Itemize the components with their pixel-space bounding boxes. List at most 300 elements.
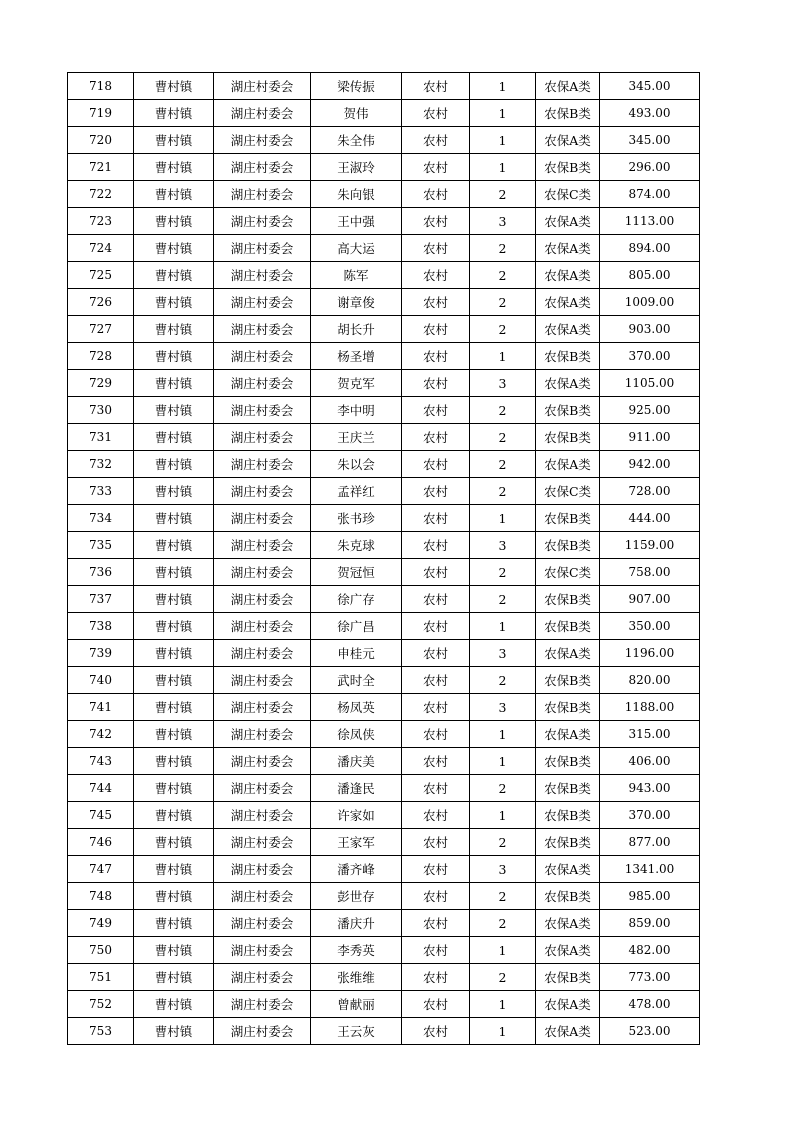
- area-type-cell: 农村: [402, 505, 470, 532]
- area-type-cell: 农村: [402, 316, 470, 343]
- village-committee-cell: 湖庄村委会: [214, 154, 311, 181]
- household-count-cell: 2: [470, 559, 536, 586]
- household-count-cell: 2: [470, 262, 536, 289]
- table-row: [68, 802, 700, 829]
- village-committee-cell: 湖庄村委会: [214, 829, 311, 856]
- amount-cell: 907.00: [600, 586, 700, 613]
- row-number-cell: 719: [68, 100, 134, 127]
- village-committee-cell: 湖庄村委会: [214, 748, 311, 775]
- town-cell: 曹村镇: [134, 586, 214, 613]
- town-cell: 曹村镇: [134, 829, 214, 856]
- household-count-cell: 1: [470, 748, 536, 775]
- household-count-cell: 2: [470, 289, 536, 316]
- village-committee-cell: 湖庄村委会: [214, 991, 311, 1018]
- town-cell: 曹村镇: [134, 856, 214, 883]
- name-cell: 孟祥红: [311, 478, 402, 505]
- town-cell: 曹村镇: [134, 397, 214, 424]
- row-number-cell: 747: [68, 856, 134, 883]
- category-cell: 农保B类: [536, 100, 600, 127]
- household-count-cell: 2: [470, 964, 536, 991]
- household-count-cell: 1: [470, 1018, 536, 1045]
- amount-cell: 894.00: [600, 235, 700, 262]
- village-committee-cell: 湖庄村委会: [214, 910, 311, 937]
- amount-cell: 942.00: [600, 451, 700, 478]
- amount-cell: 758.00: [600, 559, 700, 586]
- area-type-cell: 农村: [402, 262, 470, 289]
- area-type-cell: 农村: [402, 775, 470, 802]
- table-row: [68, 73, 700, 100]
- category-cell: 农保A类: [536, 910, 600, 937]
- village-committee-cell: 湖庄村委会: [214, 1018, 311, 1045]
- name-cell: 王淑玲: [311, 154, 402, 181]
- table-row: [68, 991, 700, 1018]
- town-cell: 曹村镇: [134, 73, 214, 100]
- name-cell: 张书珍: [311, 505, 402, 532]
- village-committee-cell: 湖庄村委会: [214, 505, 311, 532]
- village-committee-cell: 湖庄村委会: [214, 856, 311, 883]
- area-type-cell: 农村: [402, 208, 470, 235]
- town-cell: 曹村镇: [134, 505, 214, 532]
- household-count-cell: 2: [470, 316, 536, 343]
- amount-cell: 1105.00: [600, 370, 700, 397]
- amount-cell: 859.00: [600, 910, 700, 937]
- area-type-cell: 农村: [402, 370, 470, 397]
- name-cell: 王云灰: [311, 1018, 402, 1045]
- name-cell: 朱全伟: [311, 127, 402, 154]
- row-number-cell: 744: [68, 775, 134, 802]
- village-committee-cell: 湖庄村委会: [214, 559, 311, 586]
- area-type-cell: 农村: [402, 964, 470, 991]
- row-number-cell: 723: [68, 208, 134, 235]
- village-committee-cell: 湖庄村委会: [214, 937, 311, 964]
- town-cell: 曹村镇: [134, 370, 214, 397]
- name-cell: 高大运: [311, 235, 402, 262]
- town-cell: 曹村镇: [134, 667, 214, 694]
- category-cell: 农保A类: [536, 991, 600, 1018]
- area-type-cell: 农村: [402, 397, 470, 424]
- amount-cell: 370.00: [600, 802, 700, 829]
- table-row: [68, 235, 700, 262]
- category-cell: 农保A类: [536, 937, 600, 964]
- area-type-cell: 农村: [402, 154, 470, 181]
- amount-cell: 482.00: [600, 937, 700, 964]
- name-cell: 徐凤侠: [311, 721, 402, 748]
- area-type-cell: 农村: [402, 883, 470, 910]
- row-number-cell: 722: [68, 181, 134, 208]
- category-cell: 农保B类: [536, 964, 600, 991]
- area-type-cell: 农村: [402, 991, 470, 1018]
- row-number-cell: 751: [68, 964, 134, 991]
- table-row: [68, 829, 700, 856]
- village-committee-cell: 湖庄村委会: [214, 694, 311, 721]
- amount-cell: 406.00: [600, 748, 700, 775]
- name-cell: 王庆兰: [311, 424, 402, 451]
- category-cell: 农保B类: [536, 532, 600, 559]
- row-number-cell: 727: [68, 316, 134, 343]
- name-cell: 杨凤英: [311, 694, 402, 721]
- row-number-cell: 732: [68, 451, 134, 478]
- amount-cell: 911.00: [600, 424, 700, 451]
- row-number-cell: 745: [68, 802, 134, 829]
- area-type-cell: 农村: [402, 1018, 470, 1045]
- village-committee-cell: 湖庄村委会: [214, 775, 311, 802]
- category-cell: 农保A类: [536, 370, 600, 397]
- area-type-cell: 农村: [402, 910, 470, 937]
- area-type-cell: 农村: [402, 748, 470, 775]
- household-count-cell: 1: [470, 343, 536, 370]
- category-cell: 农保C类: [536, 478, 600, 505]
- town-cell: 曹村镇: [134, 613, 214, 640]
- row-number-cell: 725: [68, 262, 134, 289]
- category-cell: 农保A类: [536, 316, 600, 343]
- town-cell: 曹村镇: [134, 424, 214, 451]
- category-cell: 农保A类: [536, 640, 600, 667]
- category-cell: 农保B类: [536, 694, 600, 721]
- row-number-cell: 743: [68, 748, 134, 775]
- town-cell: 曹村镇: [134, 532, 214, 559]
- household-count-cell: 2: [470, 451, 536, 478]
- town-cell: 曹村镇: [134, 748, 214, 775]
- row-number-cell: 718: [68, 73, 134, 100]
- town-cell: 曹村镇: [134, 100, 214, 127]
- town-cell: 曹村镇: [134, 559, 214, 586]
- household-count-cell: 3: [470, 856, 536, 883]
- town-cell: 曹村镇: [134, 937, 214, 964]
- category-cell: 农保A类: [536, 289, 600, 316]
- name-cell: 彭世存: [311, 883, 402, 910]
- village-committee-cell: 湖庄村委会: [214, 640, 311, 667]
- village-committee-cell: 湖庄村委会: [214, 478, 311, 505]
- row-number-cell: 749: [68, 910, 134, 937]
- category-cell: 农保A类: [536, 721, 600, 748]
- name-cell: 潘庆升: [311, 910, 402, 937]
- table-row: [68, 289, 700, 316]
- category-cell: 农保B类: [536, 667, 600, 694]
- row-number-cell: 753: [68, 1018, 134, 1045]
- row-number-cell: 733: [68, 478, 134, 505]
- village-committee-cell: 湖庄村委会: [214, 235, 311, 262]
- amount-cell: 985.00: [600, 883, 700, 910]
- category-cell: 农保B类: [536, 613, 600, 640]
- table-row: [68, 478, 700, 505]
- name-cell: 申桂元: [311, 640, 402, 667]
- village-committee-cell: 湖庄村委会: [214, 532, 311, 559]
- village-committee-cell: 湖庄村委会: [214, 883, 311, 910]
- town-cell: 曹村镇: [134, 451, 214, 478]
- town-cell: 曹村镇: [134, 1018, 214, 1045]
- area-type-cell: 农村: [402, 100, 470, 127]
- amount-cell: 523.00: [600, 1018, 700, 1045]
- household-count-cell: 2: [470, 478, 536, 505]
- village-committee-cell: 湖庄村委会: [214, 964, 311, 991]
- area-type-cell: 农村: [402, 721, 470, 748]
- row-number-cell: 746: [68, 829, 134, 856]
- area-type-cell: 农村: [402, 937, 470, 964]
- amount-cell: 444.00: [600, 505, 700, 532]
- household-count-cell: 2: [470, 775, 536, 802]
- name-cell: 潘庆美: [311, 748, 402, 775]
- row-number-cell: 748: [68, 883, 134, 910]
- town-cell: 曹村镇: [134, 289, 214, 316]
- category-cell: 农保B类: [536, 748, 600, 775]
- category-cell: 农保B类: [536, 802, 600, 829]
- town-cell: 曹村镇: [134, 235, 214, 262]
- village-committee-cell: 湖庄村委会: [214, 262, 311, 289]
- area-type-cell: 农村: [402, 181, 470, 208]
- row-number-cell: 740: [68, 667, 134, 694]
- name-cell: 武时全: [311, 667, 402, 694]
- household-count-cell: 1: [470, 505, 536, 532]
- name-cell: 李秀英: [311, 937, 402, 964]
- table-body: [68, 73, 700, 1045]
- row-number-cell: 720: [68, 127, 134, 154]
- row-number-cell: 750: [68, 937, 134, 964]
- household-count-cell: 2: [470, 424, 536, 451]
- area-type-cell: 农村: [402, 424, 470, 451]
- village-committee-cell: 湖庄村委会: [214, 370, 311, 397]
- name-cell: 谢章俊: [311, 289, 402, 316]
- town-cell: 曹村镇: [134, 910, 214, 937]
- area-type-cell: 农村: [402, 802, 470, 829]
- category-cell: 农保A类: [536, 235, 600, 262]
- town-cell: 曹村镇: [134, 478, 214, 505]
- table-row: [68, 316, 700, 343]
- table-row: [68, 586, 700, 613]
- village-committee-cell: 湖庄村委会: [214, 613, 311, 640]
- table-row: [68, 667, 700, 694]
- name-cell: 王家军: [311, 829, 402, 856]
- household-count-cell: 1: [470, 802, 536, 829]
- table-row: [68, 343, 700, 370]
- row-number-cell: 728: [68, 343, 134, 370]
- table-row: [68, 775, 700, 802]
- amount-cell: 1159.00: [600, 532, 700, 559]
- table-row: [68, 370, 700, 397]
- household-count-cell: 3: [470, 208, 536, 235]
- category-cell: 农保A类: [536, 208, 600, 235]
- row-number-cell: 739: [68, 640, 134, 667]
- category-cell: 农保B类: [536, 397, 600, 424]
- category-cell: 农保A类: [536, 451, 600, 478]
- village-committee-cell: 湖庄村委会: [214, 721, 311, 748]
- name-cell: 徐广昌: [311, 613, 402, 640]
- town-cell: 曹村镇: [134, 964, 214, 991]
- category-cell: 农保B类: [536, 154, 600, 181]
- amount-cell: 315.00: [600, 721, 700, 748]
- village-committee-cell: 湖庄村委会: [214, 802, 311, 829]
- town-cell: 曹村镇: [134, 640, 214, 667]
- amount-cell: 478.00: [600, 991, 700, 1018]
- village-committee-cell: 湖庄村委会: [214, 586, 311, 613]
- row-number-cell: 735: [68, 532, 134, 559]
- area-type-cell: 农村: [402, 694, 470, 721]
- town-cell: 曹村镇: [134, 694, 214, 721]
- table-row: [68, 208, 700, 235]
- amount-cell: 728.00: [600, 478, 700, 505]
- name-cell: 曾献丽: [311, 991, 402, 1018]
- area-type-cell: 农村: [402, 73, 470, 100]
- area-type-cell: 农村: [402, 127, 470, 154]
- town-cell: 曹村镇: [134, 775, 214, 802]
- area-type-cell: 农村: [402, 667, 470, 694]
- name-cell: 李中明: [311, 397, 402, 424]
- name-cell: 胡长升: [311, 316, 402, 343]
- household-count-cell: 2: [470, 235, 536, 262]
- household-count-cell: 3: [470, 640, 536, 667]
- amount-cell: 874.00: [600, 181, 700, 208]
- row-number-cell: 741: [68, 694, 134, 721]
- amount-cell: 1009.00: [600, 289, 700, 316]
- row-number-cell: 729: [68, 370, 134, 397]
- town-cell: 曹村镇: [134, 208, 214, 235]
- table-row: [68, 181, 700, 208]
- category-cell: 农保B类: [536, 775, 600, 802]
- category-cell: 农保A类: [536, 127, 600, 154]
- table-row: [68, 559, 700, 586]
- amount-cell: 345.00: [600, 73, 700, 100]
- town-cell: 曹村镇: [134, 883, 214, 910]
- town-cell: 曹村镇: [134, 721, 214, 748]
- category-cell: 农保A类: [536, 262, 600, 289]
- area-type-cell: 农村: [402, 343, 470, 370]
- town-cell: 曹村镇: [134, 181, 214, 208]
- town-cell: 曹村镇: [134, 154, 214, 181]
- village-committee-cell: 湖庄村委会: [214, 667, 311, 694]
- name-cell: 潘逢民: [311, 775, 402, 802]
- table-row: [68, 127, 700, 154]
- village-committee-cell: 湖庄村委会: [214, 181, 311, 208]
- table-row: [68, 424, 700, 451]
- village-committee-cell: 湖庄村委会: [214, 100, 311, 127]
- table-row: [68, 100, 700, 127]
- row-number-cell: 742: [68, 721, 134, 748]
- category-cell: 农保B类: [536, 829, 600, 856]
- category-cell: 农保B类: [536, 343, 600, 370]
- row-number-cell: 752: [68, 991, 134, 1018]
- area-type-cell: 农村: [402, 559, 470, 586]
- village-committee-cell: 湖庄村委会: [214, 343, 311, 370]
- amount-cell: 296.00: [600, 154, 700, 181]
- name-cell: 贺伟: [311, 100, 402, 127]
- amount-cell: 1188.00: [600, 694, 700, 721]
- amount-cell: 345.00: [600, 127, 700, 154]
- name-cell: 张维维: [311, 964, 402, 991]
- amount-cell: 370.00: [600, 343, 700, 370]
- category-cell: 农保A类: [536, 856, 600, 883]
- row-number-cell: 721: [68, 154, 134, 181]
- amount-cell: 773.00: [600, 964, 700, 991]
- category-cell: 农保B类: [536, 586, 600, 613]
- amount-cell: 350.00: [600, 613, 700, 640]
- table-row: [68, 505, 700, 532]
- amount-cell: 493.00: [600, 100, 700, 127]
- row-number-cell: 738: [68, 613, 134, 640]
- table-row: [68, 154, 700, 181]
- amount-cell: 1196.00: [600, 640, 700, 667]
- name-cell: 杨圣增: [311, 343, 402, 370]
- name-cell: 朱克球: [311, 532, 402, 559]
- category-cell: 农保B类: [536, 424, 600, 451]
- name-cell: 贺冠恒: [311, 559, 402, 586]
- household-count-cell: 3: [470, 532, 536, 559]
- village-committee-cell: 湖庄村委会: [214, 127, 311, 154]
- town-cell: 曹村镇: [134, 802, 214, 829]
- household-count-cell: 2: [470, 397, 536, 424]
- household-count-cell: 3: [470, 370, 536, 397]
- category-cell: 农保C类: [536, 559, 600, 586]
- category-cell: 农保A类: [536, 73, 600, 100]
- area-type-cell: 农村: [402, 613, 470, 640]
- name-cell: 朱以会: [311, 451, 402, 478]
- category-cell: 农保B类: [536, 883, 600, 910]
- household-count-cell: 2: [470, 910, 536, 937]
- household-count-cell: 2: [470, 181, 536, 208]
- household-count-cell: 1: [470, 100, 536, 127]
- table-row: [68, 613, 700, 640]
- row-number-cell: 730: [68, 397, 134, 424]
- area-type-cell: 农村: [402, 478, 470, 505]
- household-count-cell: 1: [470, 73, 536, 100]
- category-cell: 农保B类: [536, 505, 600, 532]
- table-row: [68, 694, 700, 721]
- table-row: [68, 397, 700, 424]
- village-committee-cell: 湖庄村委会: [214, 289, 311, 316]
- amount-cell: 820.00: [600, 667, 700, 694]
- row-number-cell: 736: [68, 559, 134, 586]
- village-committee-cell: 湖庄村委会: [214, 73, 311, 100]
- amount-cell: 925.00: [600, 397, 700, 424]
- household-count-cell: 2: [470, 667, 536, 694]
- amount-cell: 903.00: [600, 316, 700, 343]
- name-cell: 许家如: [311, 802, 402, 829]
- beneficiary-table: [67, 72, 700, 1045]
- area-type-cell: 农村: [402, 586, 470, 613]
- area-type-cell: 农村: [402, 289, 470, 316]
- name-cell: 潘齐峰: [311, 856, 402, 883]
- table-row: [68, 1018, 700, 1045]
- row-number-cell: 731: [68, 424, 134, 451]
- amount-cell: 1113.00: [600, 208, 700, 235]
- household-count-cell: 1: [470, 154, 536, 181]
- amount-cell: 805.00: [600, 262, 700, 289]
- household-count-cell: 3: [470, 694, 536, 721]
- household-count-cell: 2: [470, 586, 536, 613]
- household-count-cell: 1: [470, 991, 536, 1018]
- town-cell: 曹村镇: [134, 262, 214, 289]
- name-cell: 贺克军: [311, 370, 402, 397]
- table-row: [68, 640, 700, 667]
- table-row: [68, 721, 700, 748]
- household-count-cell: 1: [470, 127, 536, 154]
- household-count-cell: 2: [470, 883, 536, 910]
- name-cell: 朱向银: [311, 181, 402, 208]
- table-row: [68, 748, 700, 775]
- town-cell: 曹村镇: [134, 343, 214, 370]
- row-number-cell: 724: [68, 235, 134, 262]
- name-cell: 陈军: [311, 262, 402, 289]
- amount-cell: 1341.00: [600, 856, 700, 883]
- category-cell: 农保C类: [536, 181, 600, 208]
- area-type-cell: 农村: [402, 532, 470, 559]
- household-count-cell: 2: [470, 829, 536, 856]
- table-row: [68, 451, 700, 478]
- household-count-cell: 1: [470, 937, 536, 964]
- village-committee-cell: 湖庄村委会: [214, 424, 311, 451]
- table-row: [68, 262, 700, 289]
- village-committee-cell: 湖庄村委会: [214, 208, 311, 235]
- household-count-cell: 1: [470, 721, 536, 748]
- row-number-cell: 737: [68, 586, 134, 613]
